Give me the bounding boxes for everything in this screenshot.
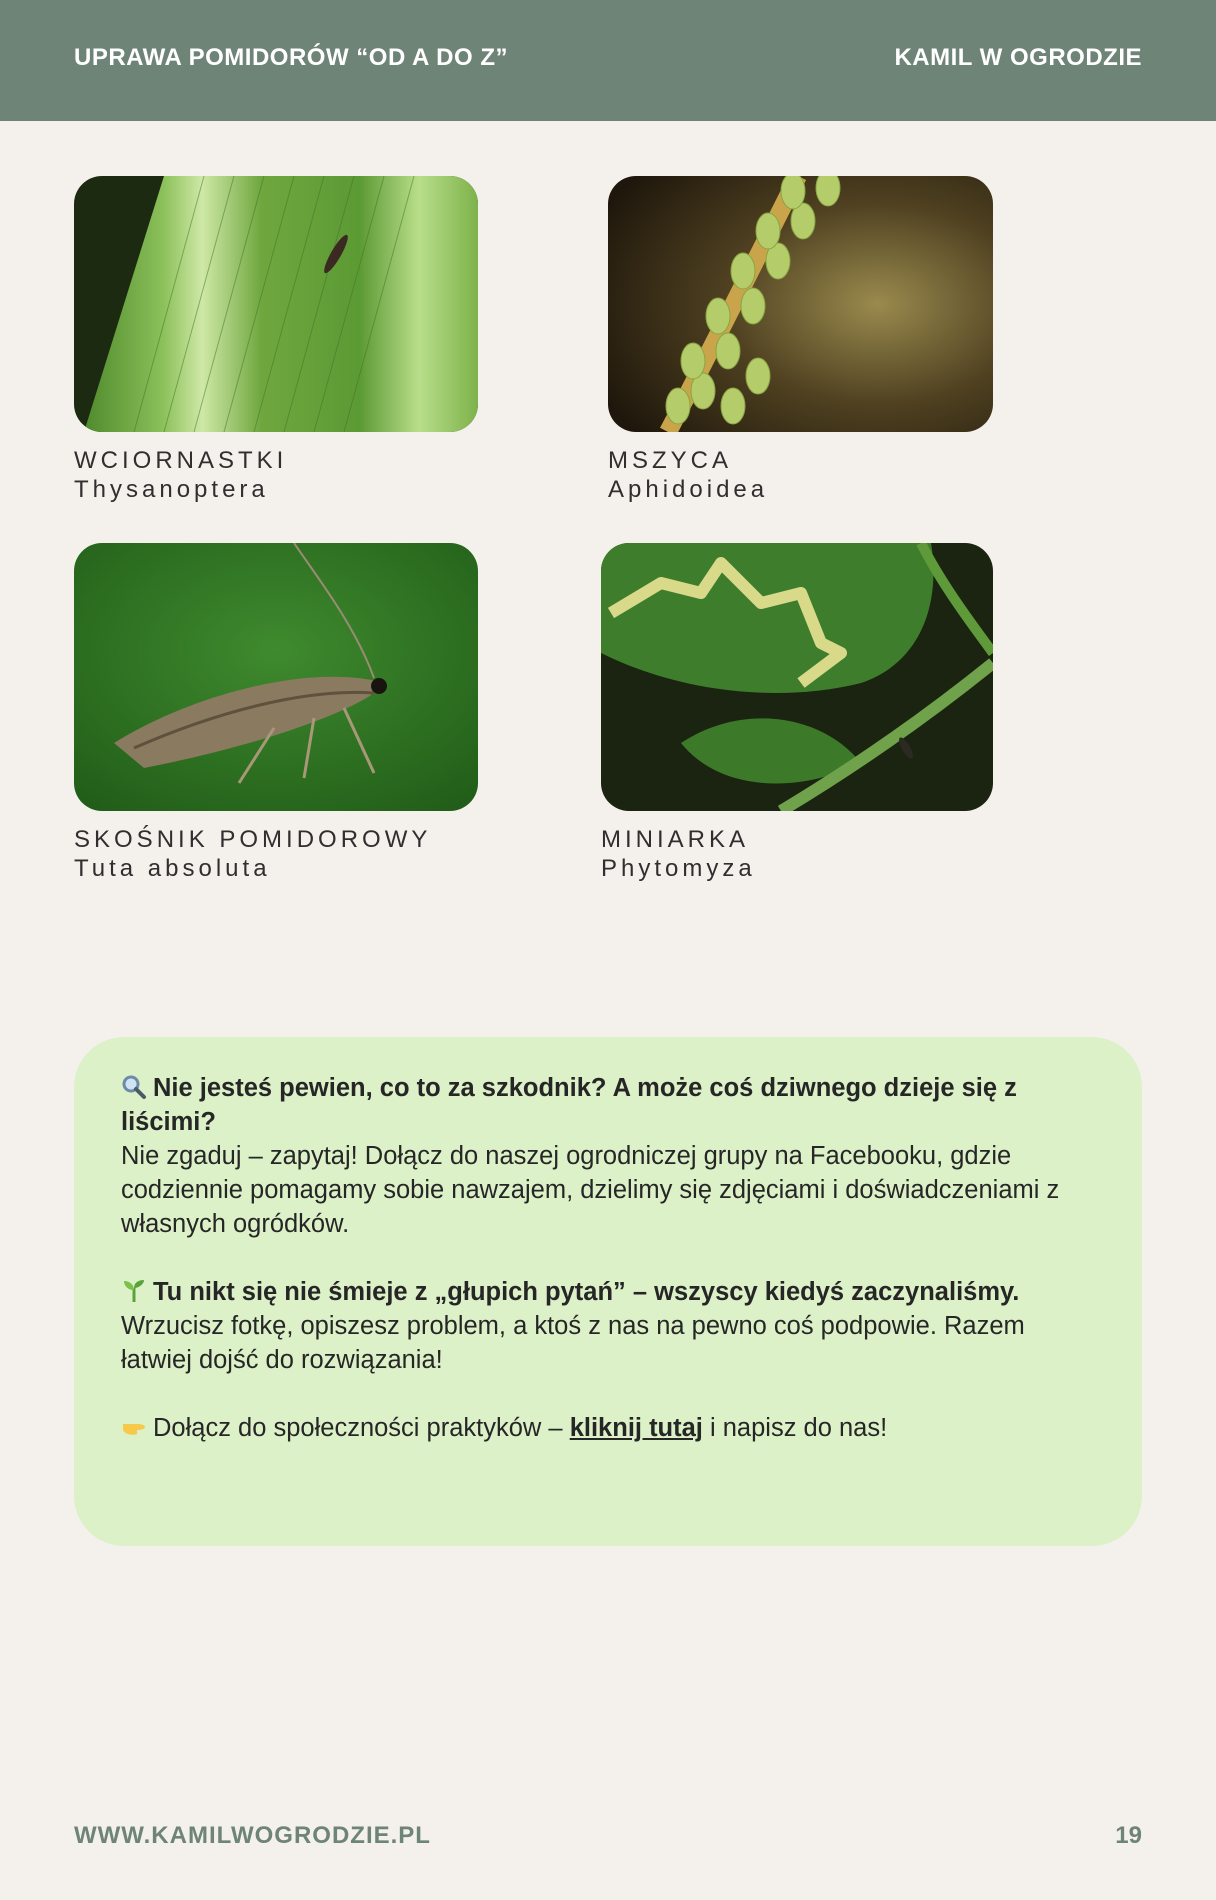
- pest-caption-leafminer: [601, 825, 756, 883]
- join-group-link[interactable]: kliknij tutaj: [569, 1414, 703, 1442]
- tuta-absoluta-photo: [74, 543, 478, 811]
- brand-name: KAMIL W OGRODZIE: [894, 44, 1142, 71]
- info-text-join-before: Dołącz do społeczności praktyków –: [153, 1414, 570, 1442]
- pest-caption-aphid: [608, 446, 768, 504]
- community-info-box: [74, 1037, 1142, 1546]
- pest-latin-name: Phytomyza: [601, 855, 756, 882]
- info-paragraph-questions: [121, 1275, 1081, 1377]
- info-text-post-photo: Wrzucisz fotkę, opiszesz problem, a ktoś z nas na pewno coś podpowie. Razem łatwiej dojść do rozwiązania!: [121, 1312, 1025, 1374]
- pest-name: SKOŚNIK POMIDOROWY: [74, 826, 432, 853]
- info-heading-no-stupid-questions: Tu nikt się nie śmieje z „głupich pytań” – wszyscy kiedyś zaczynaliśmy.: [153, 1278, 1020, 1306]
- info-heading-question: Nie jesteś pewien, co to za szkodnik? A może coś dziwnego dzieje się z liścimi?: [121, 1074, 1017, 1136]
- info-text-join-after: i napisz do nas!: [702, 1414, 888, 1442]
- aphids-photo: [608, 176, 993, 432]
- magnifier-icon: [121, 1074, 147, 1100]
- footer-website-url: WWW.KAMILWOGRODZIE.PL: [74, 1822, 431, 1849]
- info-paragraph-question: [121, 1071, 1081, 1241]
- pest-name: WCIORNASTKI: [74, 447, 288, 474]
- pointing-hand-icon: [121, 1414, 147, 1440]
- document-title: UPRAWA POMIDORÓW “OD A DO Z”: [74, 44, 508, 71]
- pest-caption-tuta: [74, 825, 431, 883]
- info-paragraph-join: [121, 1411, 1081, 1445]
- leafminer-photo: [601, 543, 993, 811]
- thrips-photo: [74, 176, 478, 432]
- pest-latin-name: Aphidoidea: [608, 476, 769, 503]
- page-header: [0, 0, 1216, 121]
- seedling-icon: [121, 1278, 147, 1304]
- pest-latin-name: Thysanoptera: [74, 476, 269, 503]
- pest-caption-thrips: [74, 446, 287, 504]
- pest-name: MINIARKA: [601, 826, 750, 853]
- info-text-facebook: Nie zgaduj – zapytaj! Dołącz do naszej ogrodniczej grupy na Facebooku, gdzie codziennie pomagamy sobie nawzajem, dzielimy się zdjęciami i doświadczeniami z własnych ogródków.: [121, 1142, 1060, 1238]
- page-number: 19: [1115, 1822, 1142, 1849]
- pest-name: MSZYCA: [608, 447, 733, 474]
- pest-latin-name: Tuta absoluta: [74, 855, 271, 882]
